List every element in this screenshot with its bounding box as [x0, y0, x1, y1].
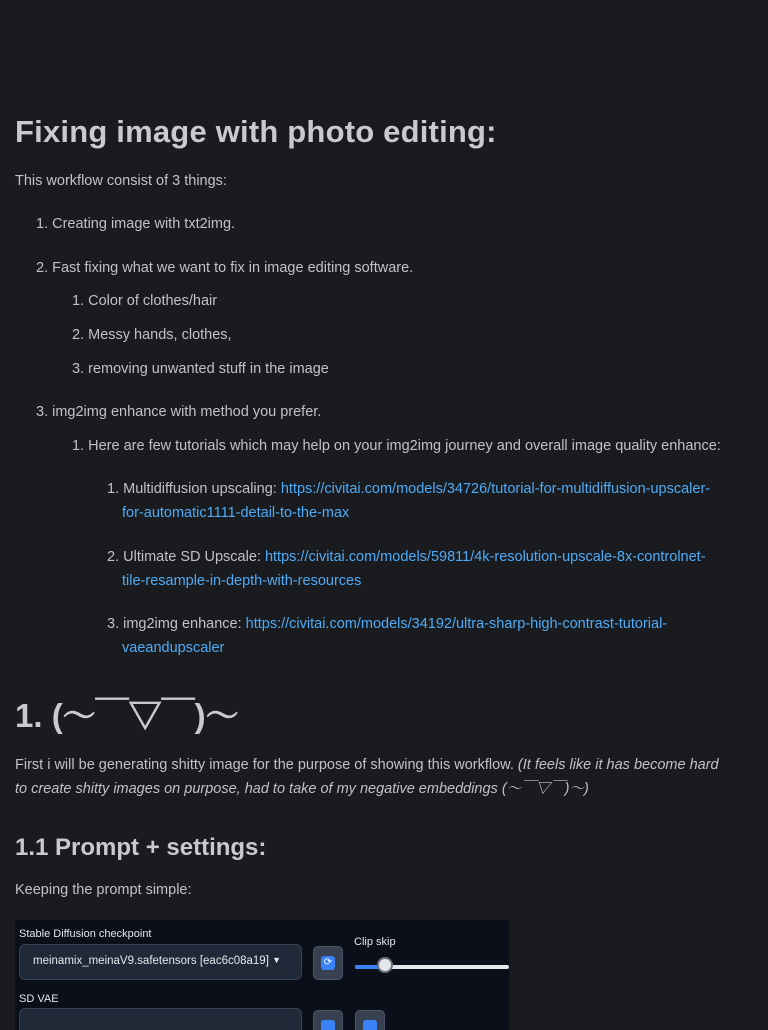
refresh-icon: ⟳	[321, 956, 335, 970]
tutorial2-link[interactable]: https://civitai.com/models/59811/4k-resolution-upscale-8x-controlnet-	[264, 549, 706, 565]
list-item-step3: 3. img2img enhance with method you prefer.	[36, 404, 322, 420]
tutorial1-label: 1. Multidiffusion upscaling:	[107, 481, 281, 497]
list-item-step2-3: 3. removing unwanted stuff in the image	[72, 361, 329, 377]
checkpoint-label: Stable Diffusion checkpoint	[19, 928, 152, 940]
section1-text: First i will be generating shitty image for the purpose of showing this workflow.	[15, 757, 518, 773]
list-item-tutorial2-cont	[122, 569, 361, 593]
square-icon	[363, 1020, 377, 1030]
page-title: Fixing image with photo editing:	[15, 114, 497, 149]
list-item-tutorial2	[107, 545, 706, 569]
list-item-step2-2: 2. Messy hands, clothes,	[72, 327, 232, 343]
section1-italic-a: (It feels like it has become hard	[517, 757, 719, 773]
refresh-icon	[321, 1020, 335, 1030]
section1-italic-b: to create shitty images on purpose, had to take of my negative embeddings (〜￣▽￣)〜)	[15, 781, 589, 797]
caret-down-icon: ▼	[272, 955, 281, 965]
list-item-step2-1: 1. Color of clothes/hair	[72, 293, 218, 309]
checkpoint-dropdown[interactable]	[19, 944, 302, 980]
list-item-step1: 1. Creating image with txt2img.	[36, 216, 236, 232]
section1-paragraph	[15, 753, 719, 777]
clip-skip-label: Clip skip	[354, 936, 396, 948]
tutorial1-link[interactable]: https://civitai.com/models/34726/tutorial-for-multidiffusion-upscaler-	[280, 481, 711, 497]
list-item-tutorial1-cont	[122, 501, 349, 525]
settings-screenshot	[15, 920, 509, 1030]
list-item-step3-1: 1. Here are few tutorials which may help on your img2img journey and overall image quality enhance:	[72, 438, 721, 454]
vae-refresh-button[interactable]	[313, 1010, 343, 1030]
tutorial3-link[interactable]: https://civitai.com/models/34192/ultra-sharp-high-contrast-tutorial-	[245, 616, 668, 632]
checkpoint-value: meinamix_meinaV9.safetensors [eac6c08a19]	[33, 955, 269, 967]
list-item-tutorial1	[107, 477, 710, 501]
tutorial2-label: 2. Ultimate SD Upscale:	[107, 549, 265, 565]
intro-text: This workflow consist of 3 things:	[15, 173, 227, 189]
clip-skip-handle[interactable]	[377, 957, 393, 973]
tutorial1-link-cont[interactable]: for-automatic1111-detail-to-the-max	[122, 505, 350, 521]
vae-extra-button[interactable]	[355, 1010, 385, 1030]
tutorial2-link-cont[interactable]: tile-resample-in-depth-with-resources	[122, 573, 362, 589]
tutorial3-label: 3. img2img enhance:	[107, 616, 246, 632]
list-item-tutorial3	[107, 612, 667, 636]
tutorial3-link-cont[interactable]: vaeandupscaler	[122, 640, 225, 656]
list-item-tutorial3-cont	[122, 636, 224, 660]
section11-paragraph: Keeping the prompt simple:	[15, 882, 192, 898]
vae-dropdown[interactable]	[19, 1008, 302, 1030]
vae-label: SD VAE	[19, 993, 59, 1005]
list-item-step2: 2. Fast fixing what we want to fix in image editing software.	[36, 260, 414, 276]
refresh-button[interactable]	[313, 946, 343, 980]
section11-heading: 1.1 Prompt + settings:	[15, 834, 267, 861]
section1-heading: 1. (〜￣▽￣)〜	[15, 697, 239, 734]
